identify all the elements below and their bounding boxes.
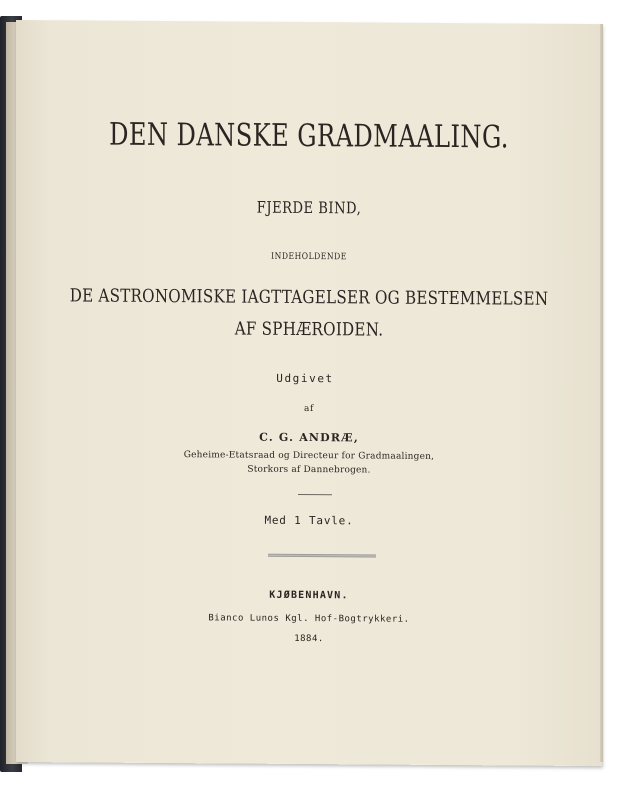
- containing-label: INDEHOLDENDE: [271, 251, 347, 263]
- subtitle-line-2: AF SPHÆROIDEN.: [234, 318, 384, 341]
- author-name: C. G. ANDRÆ,: [259, 430, 359, 445]
- by-label: af: [304, 404, 314, 415]
- plate-note: Med 1 Tavle.: [264, 513, 354, 528]
- printer-name: Bianco Lunos Kgl. Hof-Bogtrykkeri.: [208, 613, 410, 625]
- volume-label: FJERDE BIND,: [256, 197, 362, 218]
- short-divider: [298, 494, 332, 495]
- author-title: Geheime-Etatsraad og Directeur for Gradmaalingen,: [183, 450, 435, 462]
- author-order: Storkors af Dannebrogen.: [247, 464, 371, 476]
- publication-city: KJØBENHAVN.: [269, 589, 349, 602]
- subtitle-line-1: DE ASTRONOMISKE IAGTTAGELSER OG BESTEMMELSEN: [69, 285, 549, 310]
- book-title: DEN DANSKE GRADMAALING.: [109, 116, 509, 156]
- published-label: Udgivet: [276, 371, 334, 386]
- page-edge: [600, 24, 603, 762]
- long-divider: [268, 554, 376, 558]
- publication-year: 1884.: [294, 633, 324, 645]
- title-page: [16, 20, 602, 766]
